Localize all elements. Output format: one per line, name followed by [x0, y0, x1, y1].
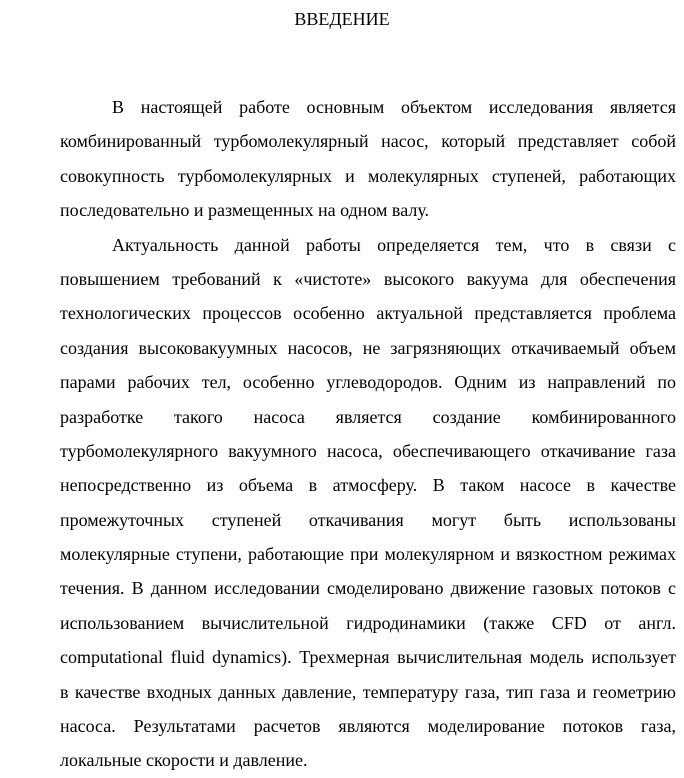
- text-line: молекулярные ступени, работающие при молекулярном и вязкостном режимах: [60, 544, 676, 565]
- text-line: технологических процессов особенно актуальной представляется проблема: [60, 303, 676, 324]
- text-line: совокупность турбомолекулярных и молекулярных ступеней, работающих: [60, 165, 676, 186]
- text-line: непосредственно из объема в атмосферу. В таком насосе в качестве: [60, 475, 676, 496]
- text-line: последовательно и размещенных на одном валу.: [60, 200, 430, 221]
- text-line: Актуальность данной работы определяется тем, что в связи с: [112, 234, 676, 255]
- paragraph-1: [8, 90, 676, 228]
- text-line: турбомолекулярного вакуумного насоса, обеспечивающего откачивание газа: [60, 440, 676, 461]
- text-line: течения. В данном исследовании смоделировано движение газовых потоков с: [60, 578, 676, 599]
- text-line: computational fluid dynamics). Трехмерная вычислительная модель использует: [60, 647, 676, 668]
- text-line: разработке такого насоса является создание комбинированного: [60, 406, 676, 427]
- text-line: использованием вычислительной гидродинамики (также CFD от англ.: [60, 612, 676, 633]
- text-line: парами рабочих тел, особенно углеводородов. Одним из направлений по: [60, 372, 676, 393]
- text-line: создания высоковакуумных насосов, не загрязняющих откачиваемый объем: [60, 337, 676, 358]
- text-line: В настоящей работе основным объектом исследования является: [112, 97, 676, 117]
- document-body: [8, 90, 676, 778]
- document-page: [8, 0, 676, 778]
- text-line: локальные скорости и давление.: [60, 750, 308, 771]
- text-line: повышением требований к «чистоте» высокого вакуума для обеспечения: [60, 268, 676, 289]
- text-line: насоса. Результатами расчетов являются моделирование потоков газа,: [60, 716, 676, 737]
- text-line: комбинированный турбомолекулярный насос, который представляет собой: [60, 131, 676, 152]
- paragraph-2: [8, 228, 676, 778]
- page-title: ВВЕДЕНИЕ: [294, 9, 390, 29]
- text-line: промежуточных ступеней откачивания могут быть использованы: [60, 509, 676, 530]
- text-line: в качестве входных данных давление, температуру газа, тип газа и геометрию: [60, 681, 676, 702]
